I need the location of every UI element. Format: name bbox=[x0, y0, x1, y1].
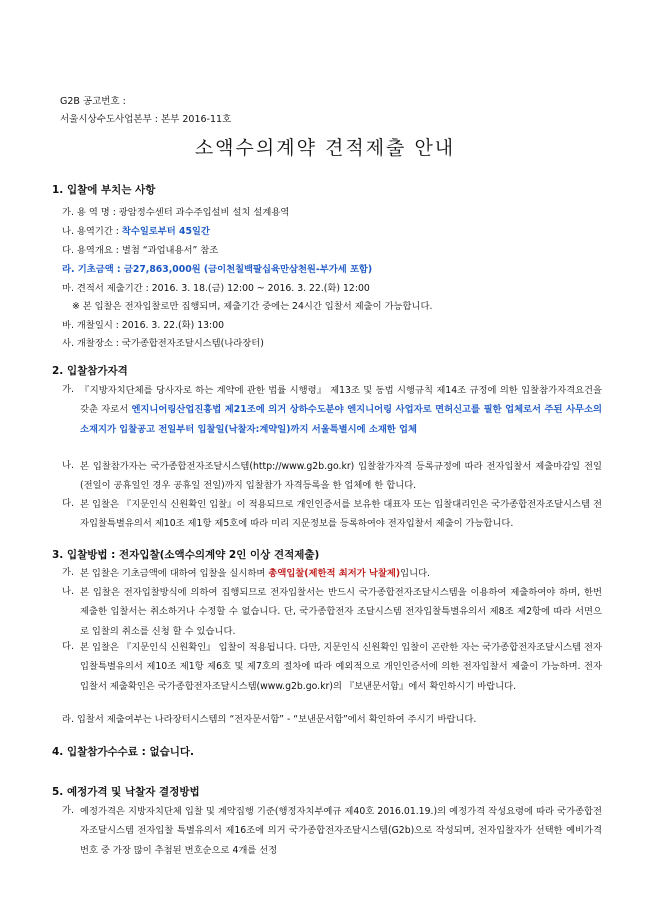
item-label: 가. bbox=[62, 384, 74, 395]
bid-method-item-na bbox=[62, 583, 602, 641]
qualification-item-da bbox=[62, 495, 602, 534]
section-2-heading: 2. 입찰참가자격 bbox=[52, 365, 128, 377]
bid-method-highlight: 총액입찰(제한적 최저가 낙찰제) bbox=[268, 568, 401, 579]
electronic-bid-text: 본 입찰은 전자입찰방식에 의하여 집행되므로 전자입찰서는 반드시 국가종합전자조달시스템을 이용하여 제출하여야 하며, 한번 제출한 입찰서는 취소하거나 수정할 수 없습니다. 단, 국가종합전자 조달시스템 전자입찰특별유의서 제8조 제2항에 따라 서면으로 입찰의 취소를 신청 할 수 있습니다. bbox=[80, 587, 602, 637]
estimated-price-text: 예정가격은 지방자치단체 입찰 및 계약집행 기준(행정자치부예규 제40호 2016.01.19.)의 예정가격 작성요령에 따라 국가종합전자조달시스템 전자입찰 특별유의서 제16조에 의거 국가종합전자조달시스템(G2b)으로 작성되며, 전자입찰자가 선택한 예비가격 번호 중 가장 많이 추첨된 번호순으로 4개를 선정 bbox=[80, 806, 602, 856]
submission-period-line: 마. 견적서 제출기간 : 2016. 3. 18.(금) 12:00 ~ 2016. 3. 22.(화) 12:00 bbox=[62, 283, 370, 294]
service-name-line: 가. 용 역 명 : 광암정수센터 과수주입설비 설치 설계용역 bbox=[62, 207, 290, 218]
fingerprint-text: 본 입찰은 『지문인식 신원확인 입찰』이 적용되므로 개인인증서를 보유한 대표자 또는 입찰대리인은 국가종합전자조달시스템 전자입찰특별유의서 제10조 제1항 제5호에 따라 미리 지문정보를 등록하여야 전자입찰서 제출이 가능합니다. bbox=[80, 499, 602, 530]
registration-text: 본 입찰참가자는 국가종합전자조달시스템(http://www.g2b.go.kr) 입찰참가자격 등록규정에 따라 전자입찰서 제출마감일 전일(전일이 공휴일인 경우 공휴일 전일)까지 입찰참가 자격등록을 한 업체에 한 합니다. bbox=[80, 461, 602, 492]
section-1-heading: 1. 입찰에 부치는 사항 bbox=[52, 184, 156, 196]
bid-method-text: 본 입찰은 기초금액에 대하여 입찰을 실시하며 bbox=[80, 568, 269, 579]
section-4-heading: 4. 입찰참가수수료 : 없습니다. bbox=[52, 746, 195, 758]
qualification-item-ga bbox=[62, 381, 602, 439]
base-price-line bbox=[62, 261, 372, 275]
g2b-notice-number: G2B 공고번호 : bbox=[60, 96, 126, 107]
bid-method-text-end: 입니다. bbox=[400, 568, 431, 579]
item-label: 다. bbox=[62, 641, 74, 652]
fingerprint-bid-text: 본 입찰은 『지문인식 신원확인』 입찰이 적용됩니다. 다만, 지문인식 신원확인 입찰이 곤란한 자는 국가종합전자조달시스템 전자입찰특별유의서 제10조 제1항 제6호 및 제7호의 절차에 따라 예외적으로 개인인증서에 의한 전자입찰서 제출이 가능하며. 전자입찰서 제출확인은 국가종합전자조달시스템(www.g2b.go.kr)의 『보낸문서함』에서 확인하시기 바랍니다. bbox=[80, 642, 602, 692]
opening-date-line: 바. 개찰일시 : 2016. 3. 22.(화) 13:00 bbox=[62, 320, 225, 331]
price-item-ga bbox=[62, 802, 602, 860]
submission-check-line: 라. 입찰서 제출여부는 나라장터시스템의 “전자문서함” - “보낸문서함”에서 확인하여 주시기 바랍니다. bbox=[62, 714, 477, 725]
section-3-heading: 3. 입찰방법 : 전자입찰(소액수의계약 2인 이상 견적제출) bbox=[52, 549, 320, 561]
item-label: 가. bbox=[62, 805, 74, 816]
bid-method-item-ga bbox=[62, 564, 602, 583]
qualification-text: 『지방자치단체를 당사자로 하는 계약에 관한 법률 시행령』 제13조 및 동법 시행규칙 제14조 규정에 의한 입찰참가자격요건을 갖춘 자로서 bbox=[80, 385, 602, 416]
page-title: 소액수의계약 견적제출 안내 bbox=[194, 137, 456, 159]
service-period-label: 나. 용역기간 : bbox=[62, 226, 122, 237]
item-label: 가. bbox=[62, 567, 74, 578]
service-overview-line: 다. 용역개요 : 별첨 “과업내용서” 참조 bbox=[62, 245, 219, 256]
section-5-heading: 5. 예정가격 및 낙찰자 결정방법 bbox=[52, 786, 200, 798]
service-period-line bbox=[62, 223, 210, 237]
qualification-highlight: 엔지니어링산업진흥법 제21조에 의거 상하수도분야 엔지니어링 사업자로 면허신고를 필한 업체로서 주된 사무소의 소재지가 입찰공고 전일부터 입찰일(낙찰자:계약일)까지 서울특별시에 소재한 업체 bbox=[80, 404, 602, 435]
qualification-item-na bbox=[62, 457, 602, 496]
electronic-bid-note: ※ 본 입찰은 전자입찰로만 집행되며, 제출기간 중에는 24시간 입찰서 제출이 가능합니다. bbox=[72, 301, 433, 312]
item-label: 나. bbox=[62, 586, 74, 597]
item-label: 나. bbox=[62, 460, 74, 471]
base-price-label: 라. 기초금액 : bbox=[62, 264, 124, 275]
base-price-value: 금27,863,000원 (금이천칠백팔십육만삼천원-부가세 포함) bbox=[123, 264, 373, 275]
opening-place-line: 사. 개찰장소 : 국가종합전자조달시스템(나라장터) bbox=[62, 338, 264, 349]
issuer-notice: 서울시상수도사업본부 : 본부 2016-11호 bbox=[60, 114, 232, 125]
service-period-value: 착수일로부터 45일간 bbox=[121, 226, 210, 237]
bid-method-item-da bbox=[62, 638, 602, 696]
item-label: 다. bbox=[62, 498, 74, 509]
